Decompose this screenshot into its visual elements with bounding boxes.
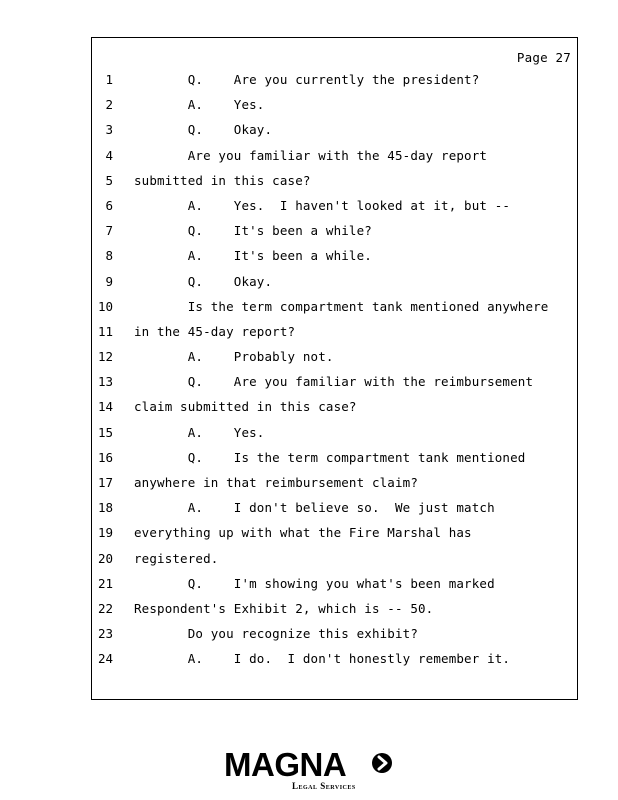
line-number: 19	[97, 525, 113, 541]
page-number: Page 27	[516, 50, 571, 65]
transcript-line	[92, 97, 577, 122]
magna-logo	[224, 745, 394, 792]
line-text: anywhere in that reimbursement claim?	[134, 475, 418, 490]
transcript-line	[92, 72, 577, 97]
transcript-line	[92, 198, 577, 223]
transcript-line	[92, 525, 577, 550]
line-text: A. Yes.	[134, 97, 265, 113]
transcript-line	[92, 399, 577, 424]
transcript-line	[92, 601, 577, 626]
line-number: 17	[97, 475, 113, 490]
line-number: 14	[97, 399, 113, 415]
line-number: 3	[105, 122, 113, 138]
line-text: Q. It's been a while?	[134, 223, 372, 239]
line-text: Q. Okay.	[134, 273, 273, 289]
transcript-line	[92, 274, 577, 299]
line-number: 2	[105, 97, 113, 113]
line-number: 4	[105, 147, 113, 163]
line-number: 21	[97, 575, 113, 591]
line-number: 24	[97, 651, 113, 667]
transcript-page	[91, 37, 578, 700]
line-number: 6	[105, 197, 113, 213]
logo-wordmark: MAGNA	[224, 745, 347, 784]
transcript-line	[92, 349, 577, 374]
line-text: Is the term compartment tank mentioned anywhere	[134, 298, 549, 314]
line-number: 23	[97, 626, 113, 642]
transcript-lines	[92, 72, 577, 677]
line-number: 5	[105, 172, 113, 188]
transcript-line	[92, 173, 577, 198]
transcript-line	[92, 450, 577, 475]
transcript-line	[92, 248, 577, 273]
transcript-line	[92, 425, 577, 450]
transcript-line	[92, 475, 577, 500]
line-number: 9	[105, 273, 113, 289]
line-number: 7	[105, 223, 113, 239]
line-text: A. Probably not.	[134, 349, 334, 365]
line-number: 1	[105, 72, 113, 87]
line-text: Q. Okay.	[134, 122, 273, 138]
transcript-line	[92, 122, 577, 147]
line-text: claim submitted in this case?	[134, 399, 357, 415]
line-number: 20	[97, 550, 113, 566]
line-text: in the 45-day report?	[134, 323, 296, 339]
line-number: 13	[97, 374, 113, 390]
chevron-right-circle-icon	[371, 752, 393, 774]
line-text: submitted in this case?	[134, 172, 311, 188]
transcript-line	[92, 500, 577, 525]
logo-subtitle: Legal Services	[292, 781, 356, 791]
line-text: Q. I'm showing you what's been marked	[134, 575, 495, 591]
line-number: 12	[97, 349, 113, 365]
line-number: 16	[97, 449, 113, 465]
transcript-line	[92, 576, 577, 601]
transcript-line	[92, 223, 577, 248]
transcript-line	[92, 551, 577, 576]
line-text: A. It's been a while.	[134, 248, 372, 264]
transcript-line	[92, 299, 577, 324]
line-number: 11	[97, 323, 113, 339]
line-text: everything up with what the Fire Marshal has	[134, 525, 472, 541]
line-text: A. Yes. I haven't looked at it, but --	[134, 197, 511, 213]
line-text: Q. Is the term compartment tank mentioned	[134, 449, 526, 465]
transcript-line	[92, 324, 577, 349]
line-text: Are you familiar with the 45-day report	[134, 147, 488, 163]
line-number: 15	[97, 424, 113, 440]
line-text: registered.	[134, 550, 219, 566]
transcript-line	[92, 626, 577, 651]
line-number: 8	[105, 248, 113, 264]
line-text: Do you recognize this exhibit?	[134, 626, 418, 642]
line-number: 10	[97, 298, 113, 314]
line-text: Q. Are you currently the president?	[134, 72, 480, 87]
line-text: Q. Are you familiar with the reimbursement	[134, 374, 534, 390]
line-text: A. Yes.	[134, 424, 265, 440]
line-text: A. I don't believe so. We just match	[134, 500, 495, 516]
transcript-line	[92, 148, 577, 173]
line-text: Respondent's Exhibit 2, which is -- 50.	[134, 600, 434, 616]
transcript-line	[92, 651, 577, 676]
transcript-line	[92, 374, 577, 399]
line-number: 18	[97, 500, 113, 516]
line-text: A. I do. I don't honestly remember it.	[134, 651, 511, 667]
line-number: 22	[97, 600, 113, 616]
